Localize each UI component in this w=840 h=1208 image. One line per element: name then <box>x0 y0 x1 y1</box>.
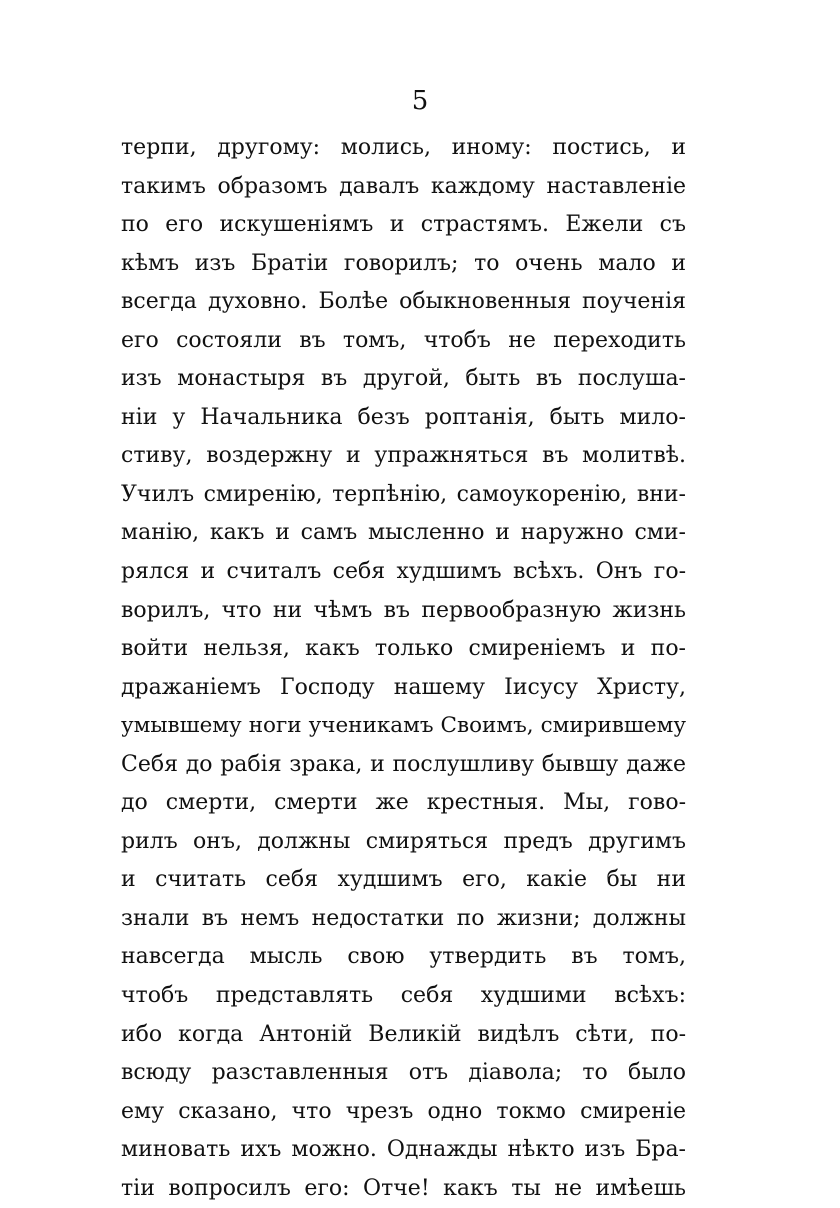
text-line: кѣмъ изъ Братіи говорилъ; то очень мало и <box>121 250 686 276</box>
text-line: его состояли въ томъ, чтобъ не переходить <box>121 327 686 353</box>
text-line: ворилъ, что ни чѣмъ въ первообразную жизнь <box>121 597 686 623</box>
text-line: тіи вопросилъ его: Отче! какъ ты не имѣешь <box>121 1175 686 1201</box>
text-line: ибо когда Антоній Великій видѣлъ сѣти, по- <box>121 1021 686 1047</box>
page-number: 5 <box>411 86 429 116</box>
text-line: до смерти, смерти же крестныя. Мы, гово- <box>121 790 686 816</box>
text-line: Себя до рабія зрака, и послушливу бывшу даже <box>121 751 686 777</box>
text-line: дражаніемъ Господу нашему Іисусу Христу, <box>121 674 686 700</box>
text-line: Училъ смиренію, терпѣнію, самоукоренію, вни- <box>121 481 686 507</box>
text-line: знали въ немъ недостатки по жизни; должны <box>121 905 686 931</box>
body-text <box>121 129 686 1208</box>
text-line: войти нельзя, какъ только смиреніемъ и по- <box>121 636 686 662</box>
text-line: навсегда мысль свою утвердить въ томъ, <box>121 944 686 970</box>
text-line: такимъ образомъ давалъ каждому наставленіе <box>121 173 686 199</box>
text-line: изъ монастыря въ другой, быть въ послуша- <box>121 366 686 392</box>
text-line: терпи, другому: молись, иному: постись, и <box>121 135 686 160</box>
text-line: всегда духовно. Болѣе обыкновенныя поученія <box>121 289 686 315</box>
text-line: ніи у Начальника безъ роптанія, быть мило- <box>121 404 686 430</box>
text-line: рилъ онъ, должны смиряться предъ другимъ <box>121 828 686 854</box>
text-line: чтобъ представлять себя худшими всѣхъ: <box>121 983 686 1009</box>
text-line: всюду разставленныя отъ діавола; то было <box>121 1060 686 1086</box>
text-line: манію, какъ и самъ мысленно и наружно сми- <box>121 520 686 546</box>
text-line: ему сказано, что чрезъ одно токмо смиреніе <box>121 1098 686 1124</box>
text-line: стиву, воздержну и упражняться въ молитвѣ. <box>121 443 686 469</box>
text-line: и считать себя худшимъ его, какіе бы ни <box>121 867 686 893</box>
text-line: умывшему ноги ученикамъ Своимъ, смирившему <box>121 713 686 739</box>
text-line: рялся и считалъ себя худшимъ всѣхъ. Онъ го- <box>121 559 686 585</box>
text-line: по его искушеніямъ и страстямъ. Ежели съ <box>121 212 686 238</box>
text-line: миновать ихъ можно. Однажды нѣкто изъ Бра- <box>121 1137 686 1163</box>
